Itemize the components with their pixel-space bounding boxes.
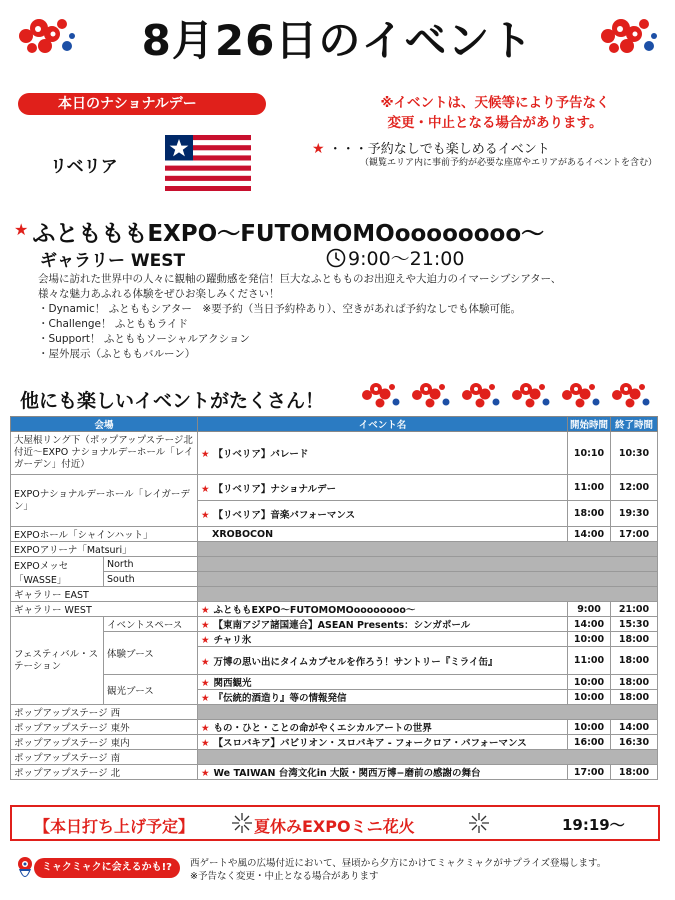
empty-cell (198, 557, 658, 572)
country-name: リベリア (50, 157, 118, 177)
venue-cell: ポップアップステージ 東外 (11, 720, 198, 735)
fireworks-time: 19:19〜 (562, 816, 625, 834)
empty-cell (198, 587, 658, 602)
event-name: もの・ひと・ことの命がやくエシカルアートの世界 (213, 723, 432, 734)
start-time: 9:00 (568, 602, 611, 617)
table-row (11, 557, 658, 572)
venue-cell: EXPOナショナルデーホール「レイガーデン」 (11, 475, 198, 527)
mascot-label: ミャクミャクに会えるかも!? (34, 858, 180, 878)
event-cell (198, 432, 568, 475)
event-cell (198, 632, 568, 647)
table-row (11, 475, 658, 501)
end-time: 18:00 (611, 765, 658, 780)
star-icon: ★ (201, 723, 210, 734)
event-cell (198, 647, 568, 675)
event-name: 万博の思い出にタイムカプセルを作ろう！サントリー『ミライ缶』 (213, 656, 498, 668)
footer-line: ※予告なく変更・中止となる場合があります (190, 871, 379, 882)
empty-cell (198, 705, 658, 720)
end-time: 18:00 (611, 647, 658, 675)
start-time: 10:10 (568, 432, 611, 475)
venue-cell: ギャラリー WEST (11, 602, 198, 617)
event-name: 関西観光 (213, 678, 252, 689)
event-name: ふとももEXPO〜FUTOMOMOoooooooo〜 (213, 605, 416, 616)
col-header-start: 開始時間 (568, 417, 611, 432)
star-icon: ★ (201, 768, 210, 779)
table-row (11, 765, 658, 780)
empty-cell (198, 572, 658, 587)
col-header-venue: 会場 (11, 417, 198, 432)
event-schedule-table (10, 416, 658, 780)
table-row (11, 632, 658, 647)
event-cell (198, 765, 568, 780)
fireworks-banner (10, 805, 660, 841)
end-time: 18:00 (611, 632, 658, 647)
description-line: ・Support！ ふとももソーシャルアクション (38, 333, 250, 345)
event-cell (198, 720, 568, 735)
event-cell (198, 501, 568, 527)
featured-event-title (14, 215, 544, 248)
table-row (11, 720, 658, 735)
end-time: 19:30 (611, 501, 658, 527)
sub-venue-cell: South (104, 572, 198, 587)
footer-note (190, 857, 606, 883)
table-row (11, 572, 658, 587)
end-time: 15:30 (611, 617, 658, 632)
end-time: 14:00 (611, 720, 658, 735)
event-cell (198, 690, 568, 705)
expo-logo-icon (607, 380, 653, 410)
end-time: 17:00 (611, 527, 658, 542)
start-time: 10:00 (568, 720, 611, 735)
col-header-end: 終了時間 (611, 417, 658, 432)
event-name: 『伝統的酒造り』等の情報発信 (213, 693, 347, 704)
table-row (11, 527, 658, 542)
featured-time-text: 9:00〜21:00 (348, 248, 465, 270)
end-time: 16:30 (611, 735, 658, 750)
star-icon: ★ (14, 220, 29, 239)
sub-venue-cell: 体験ブース (104, 632, 198, 675)
start-time: 14:00 (568, 617, 611, 632)
liberia-flag-icon (165, 135, 251, 191)
description-line: 様々な魅力あふれる体験をぜひお楽しみください！ (38, 288, 280, 300)
firework-icon (467, 811, 491, 835)
event-cell (198, 675, 568, 690)
venue-cell: EXPOホール「シャインハット」 (11, 527, 198, 542)
end-time: 12:00 (611, 475, 658, 501)
star-icon: ★ (201, 483, 210, 495)
start-time: 10:00 (568, 690, 611, 705)
venue-cell: ギャラリー EAST (11, 587, 198, 602)
table-row (11, 432, 658, 475)
description-line: ・屋外展示（ふとももバルーン） (38, 348, 196, 360)
event-cell (198, 527, 568, 542)
sub-venue-cell: North (104, 557, 198, 572)
event-name: We TAIWAN 台湾文化in 大阪・関西万博−磨前の感謝の舞台 (213, 768, 481, 779)
featured-event-venue: ギャラリー WEST (40, 251, 186, 271)
star-icon: ★ (201, 693, 210, 704)
event-name: 【リベリア】パレード (213, 449, 309, 460)
venue-cell: EXPOアリーナ「Matsuri」 (11, 542, 198, 557)
start-time: 11:00 (568, 647, 611, 675)
event-name: チャリ氷 (213, 635, 252, 646)
event-cell (198, 735, 568, 750)
event-name: 【リベリア】ナショナルデー (213, 483, 337, 495)
venue-cell: ポップアップステージ 南 (11, 750, 198, 765)
table-row (11, 587, 658, 602)
featured-description (38, 272, 668, 362)
event-cell (198, 475, 568, 501)
expo-logo-icon (457, 380, 503, 410)
table-row (11, 750, 658, 765)
expo-logo-icon (357, 380, 403, 410)
start-time: 10:00 (568, 632, 611, 647)
table-header-row (11, 417, 658, 432)
table-row (11, 617, 658, 632)
venue-cell: 大屋根リング下（ポップアップステージ北付近〜EXPO ナショナルデーホール「レイガーデン」付近） (11, 432, 198, 475)
table-row (11, 602, 658, 617)
table-row (11, 675, 658, 690)
start-time: 16:00 (568, 735, 611, 750)
venue-cell: フェスティバル・ステーション (11, 617, 104, 705)
star-icon: ★ (201, 449, 210, 460)
venue-cell: EXPOメッセ「WASSE」 (11, 557, 104, 587)
star-icon: ★ (201, 678, 210, 689)
event-name: 【東南アジア諸国連合】ASEAN Presents：シンガポール (213, 620, 471, 631)
expo-logo-icon (407, 380, 453, 410)
star-legend-text: ・・・予約なしでも楽しめるイベント (328, 142, 550, 157)
event-cell (198, 602, 568, 617)
featured-event-time (326, 244, 464, 271)
fireworks-name: 夏休みEXPOミニ花火 (254, 817, 415, 836)
description-line: ・Dynamic！ ふとももシアター ※要予約（当日予約枠あり）、空きがあれば予約なしでも体験可能。 (38, 303, 521, 315)
star-icon: ★ (201, 620, 210, 631)
table-row (11, 735, 658, 750)
star-icon: ★ (201, 635, 210, 646)
star-legend-sub: （観覧エリア内に事前予約が必要な座席やエリアがあるイベントを含む） (360, 158, 658, 168)
notice-line: 変更・中止となる場合があります。 (387, 115, 603, 131)
end-time: 21:00 (611, 602, 658, 617)
event-name: 【スロバキア】パビリオン・スロバキア - フォークロア・パフォーマンス (213, 738, 527, 749)
star-icon: ★ (312, 141, 325, 157)
venue-cell: ポップアップステージ 東内 (11, 735, 198, 750)
sub-venue-cell: イベントスペース (104, 617, 198, 632)
sub-venue-cell: 観光ブース (104, 675, 198, 705)
start-time: 17:00 (568, 765, 611, 780)
table-row (11, 705, 658, 720)
end-time: 18:00 (611, 690, 658, 705)
event-cell (198, 617, 568, 632)
event-name: XROBOCON (212, 528, 274, 540)
decoration-row (357, 380, 653, 410)
mascot-icon (14, 855, 36, 885)
empty-cell (198, 542, 658, 557)
empty-cell (198, 750, 658, 765)
end-time: 18:00 (611, 675, 658, 690)
clock-icon (326, 248, 346, 268)
end-time: 10:30 (611, 432, 658, 475)
star-icon: ★ (201, 509, 210, 521)
firework-icon (230, 811, 254, 835)
venue-cell: ポップアップステージ 西 (11, 705, 198, 720)
notice-line: ※イベントは、天候等により予告なく (380, 95, 610, 111)
col-header-event: イベント名 (198, 417, 568, 432)
expo-logo-icon (507, 380, 553, 410)
venue-cell: ポップアップステージ 北 (11, 765, 198, 780)
expo-logo-icon (557, 380, 603, 410)
description-line: 会場に訪れた世界中の人々に観軸の躍動感を発信！巨大なふともものお出迎えや大迫力のイマーシブシアター、 (38, 273, 562, 285)
fireworks-label: 【本日打ち上げ予定】 (34, 817, 195, 836)
start-time: 10:00 (568, 675, 611, 690)
national-day-label: 本日のナショナルデー (18, 93, 266, 115)
star-icon: ★ (201, 738, 210, 749)
start-time: 18:00 (568, 501, 611, 527)
description-line: ・Challenge！ ふとももライド (38, 318, 189, 330)
page-title: 8月26日のイベント (141, 16, 534, 65)
start-time: 11:00 (568, 475, 611, 501)
featured-event-name: ふともももEXPO〜FUTOMOMOoooooooo〜 (32, 221, 545, 247)
footer-line: 西ゲートや風の広場付近において、昼頃から夕方にかけてミャクミャクがサプライズ登場します。 (190, 858, 607, 869)
star-icon: ★ (201, 656, 210, 668)
table-row (11, 542, 658, 557)
schedule-heading: 他にも楽しいイベントがたくさん！ (20, 390, 325, 412)
star-icon: ★ (201, 605, 210, 616)
start-time: 14:00 (568, 527, 611, 542)
weather-notice (330, 93, 660, 133)
event-name: 【リベリア】音楽パフォーマンス (213, 509, 356, 521)
